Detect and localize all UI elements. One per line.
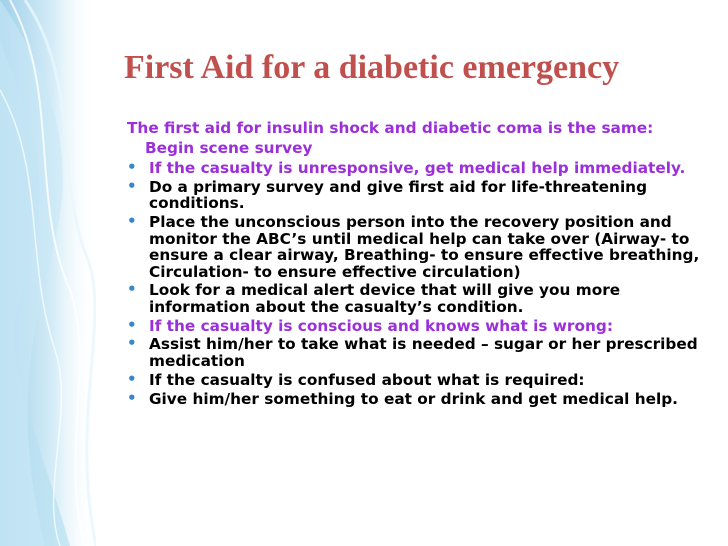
bullet-marker: • (127, 334, 137, 353)
bullet-text: If the casualty is confused about what is required: (149, 370, 585, 389)
bullet-marker: • (127, 212, 137, 231)
bullet-text: If the casualty is unresponsive, get medical help immediately. (149, 159, 686, 177)
bullet-text: Give him/her something to eat or drink and get medical help. (149, 389, 678, 408)
bullet-marker: • (127, 280, 137, 299)
bullet-item (127, 160, 712, 177)
bullet-text: Look for a medical alert device that will give you more information about the casualty’s condition. (149, 281, 621, 316)
slide-title: First Aid for a diabetic emergency (124, 49, 620, 86)
slide-body (127, 120, 712, 409)
decorative-waves-background (0, 0, 96, 546)
bullet-item (127, 315, 712, 335)
bullet-marker: • (127, 388, 137, 407)
bullet-item (127, 214, 712, 280)
bullet-marker: • (127, 315, 137, 334)
bullet-marker: • (127, 158, 137, 176)
bullet-text: Do a primary survey and give first aid for life-threatening conditions. (149, 177, 648, 213)
intro-line: The first aid for insulin shock and diabetic coma is the same: (127, 119, 654, 137)
bullet-text: Place the unconscious person into the recovery position and monitor the ABC’s until medical help can take over (Airway- to ensure a clear airway, Breathing- to ensure effective breathing, Circulation- to ensure effective circulation) (149, 213, 700, 281)
bullet-item (127, 176, 712, 213)
bullet-marker: • (127, 369, 137, 388)
bullet-text: Assist him/her to take what is needed – sugar or her prescribed medication (149, 335, 698, 370)
bullet-item (127, 336, 712, 369)
bullet-item (127, 388, 712, 408)
sub-line: Begin scene survey (145, 138, 313, 157)
bullet-item (127, 369, 712, 389)
bullet-text: If the casualty is conscious and knows what is wrong: (149, 316, 613, 335)
bullet-item (127, 282, 712, 315)
bullet-marker: • (127, 176, 137, 195)
